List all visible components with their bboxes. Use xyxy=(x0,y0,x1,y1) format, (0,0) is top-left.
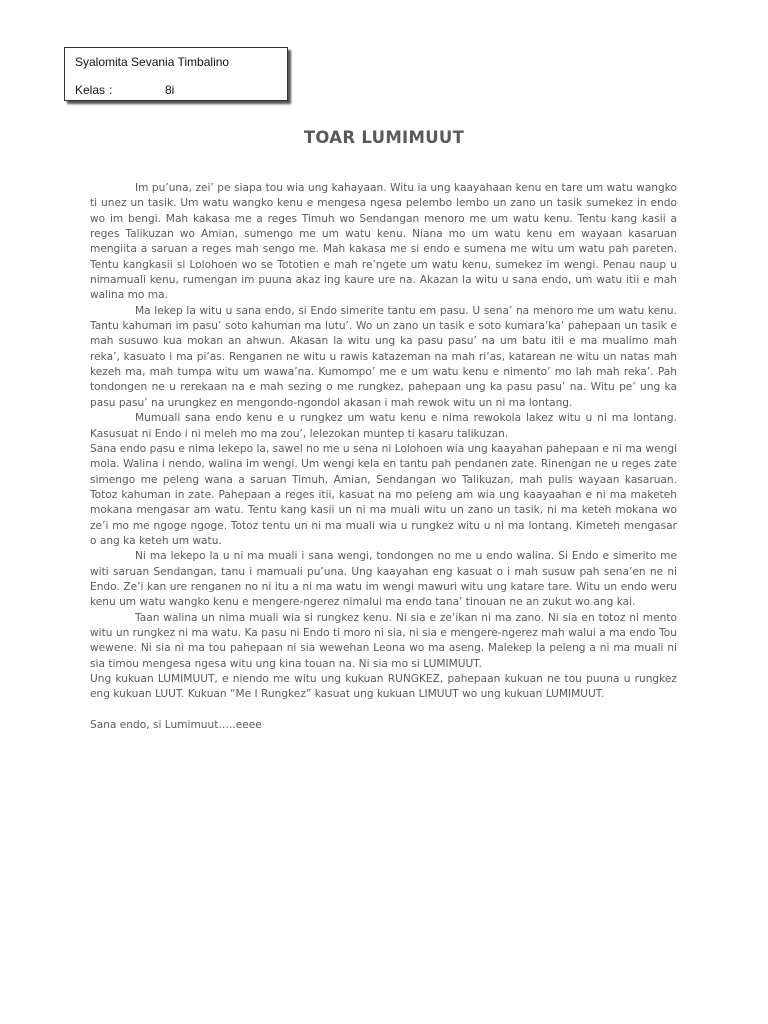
story-paragraph: Ma lekep la witu u sana endo, si Endo simerite tantu em pasu. U sena’ na menoro me um watu kenu. Tantu kahuman im pasu’ soto kahuman ma lutu’. Wo un zano un tasik e soto kumara’ka’ pahepaan un tasik e mah susuwo kua mokan an ahwun. Akasan la witu ung ka pasu pasu’ na um batu itii e ma mualimo mah reka’, kasuato i ma pi’as. Renganen ne witu u rawis katazeman na mah ri’as, katarean ne witu un natas mah kezeh ma, mah tumpa witu um wawa’na. Kumompo’ me e um watu kenu e nimento’ mo lah mah reka’. Pah tondongen ne u rerekaan na e mah sezing o me rungkez, pahepaan ung ka pasu pasu’ na. Witu pe’ ung ka pasu pasu’ na urungkez en mengondo-ngondol akasan i mah rewok witu un ni ma lontang. xyxy=(90,304,677,409)
student-class-row xyxy=(75,83,174,97)
story-paragraph: Taan walina un nima muali wia si rungkez kenu. Ni sia e ze’ikan ni ma zano. Ni sia en totoz ni mento witu un rungkez ni ma watu. Ka pasu ni Endo ti moro ni sia, ni sia e mengere-ngerez mah walui a ma endo Tou wewene. Ni sia ni ma tou pahepaan ni sia wewehan Leona wo ma aseng. Malekep la peleng a ni ma muali ni sia timou mengesa ngesa witu ung kina touan na. Ni sia mo si LUMIMUUT. xyxy=(90,611,677,670)
story-paragraph: Mumuali sana endo kenu e u rungkez um watu kenu e nima rewokola lakez witu u ni ma lontang. Kasusuat ni Endo i ni meleh mo ma zou’, lelezokan muntep ti kasaru talikuzan. xyxy=(90,412,677,440)
story-paragraph: Ung kukuan LUMIMUUT, e niendo me witu ung kukuan RUNGKEZ, pahepaan kukuan ne tou puuna u rungkez eng kukuan LUUT. Kukuan “Me I Rungkez” kasuat ung kukuan LIMUUT wo ung kukuan LUMIMUUT. xyxy=(90,673,677,701)
student-info-box xyxy=(64,47,288,101)
story-paragraph: Ni ma lekepo la u ni ma muali i sana wengi, tondongen no me u endo walina. Si Endo e simerito me witi saruan Sendangan, tanu i mamuali pu’una. Ung kaayahan eng kasuat o i mah susuw pah sena’en ne ni Endo. Ze’i kan ure renganen no ni itu a ni ma watu im wengi mawuri witu ung katare tare. Witu un endo weru kenu um watu wangko kenu e mengere-ngerez nimalui ma endo tana’ tinouan ne an zukut wo ang kai. xyxy=(90,550,677,609)
story-title: TOAR LUMIMUUT xyxy=(303,128,465,147)
story-paragraph: Sana endo pasu e nima lekepo la, sawel no me u sena ni Lolohoen wia ung kaayahan pahepaan e ni ma wengi mola. Walina i nendo, walina im wengi. Um wengi kela en tantu pah pendanen zate. Rinengan ne u reges zate simengo me peleng wana a saruan Timuh, Amian, Sendangan wo Talikuzan, mah pulis wayaan kasaruan. Totoz kahuman in zate. Pahepaan a reges itii, kasuat na mo peleng am wia ung kaayaahan e ni ma maketeh mokana mengasar am watu. Tentu kang kasii un ni ma muali witu un zano un tasik, ni ma keteh mokana wo ze’i mo me ngoge ngoge. Totoz tentu un ni ma muali wia u rungkez witu u ni ma lontang. Kimeteh mengasar o ang ka keteh um watu. xyxy=(90,442,677,547)
story-closing-line: Sana endo, si Lumimuut…..eeee xyxy=(90,719,262,732)
class-label: Kelas xyxy=(75,83,106,97)
story-body xyxy=(90,181,677,733)
story-paragraph: Im pu’una, zei’ pe siapa tou wia ung kahayaan. Witu ia ung kaayahaan kenu en tare um watu wangko ti unez un tasik. Um watu wangko kenu e mengesa ngesa pelembo lembo un zano un tasik sumekez in endo wo im bengi. Mah kakasa me a reges Timuh wo Sendangan menoro me um watu kenu. Tentu kang kasii a reges Talikuzan wo Amian, sumengo me um watu kenu. Niana mo um watu kenu em wayaan kasaruan mengiita a saruan a reges mah sengo me. Mah kakasa me si endo e sumena me witu um watu pah pareten. Tentu kangkasii si Lolohoen wo se Tototien e mah re’ngete um watu kenu, sumekez im wengi. Penau naup u nimamuali kenu, rumengan im puuna akaz ing kaure ure na. Akazan la witu u sana endo, um watu itii e mah walina mo ma. xyxy=(90,182,677,302)
student-name: Syalomita Sevania Timbalino xyxy=(75,55,230,69)
class-colon: : xyxy=(109,83,113,97)
class-value: 8i xyxy=(165,83,175,97)
